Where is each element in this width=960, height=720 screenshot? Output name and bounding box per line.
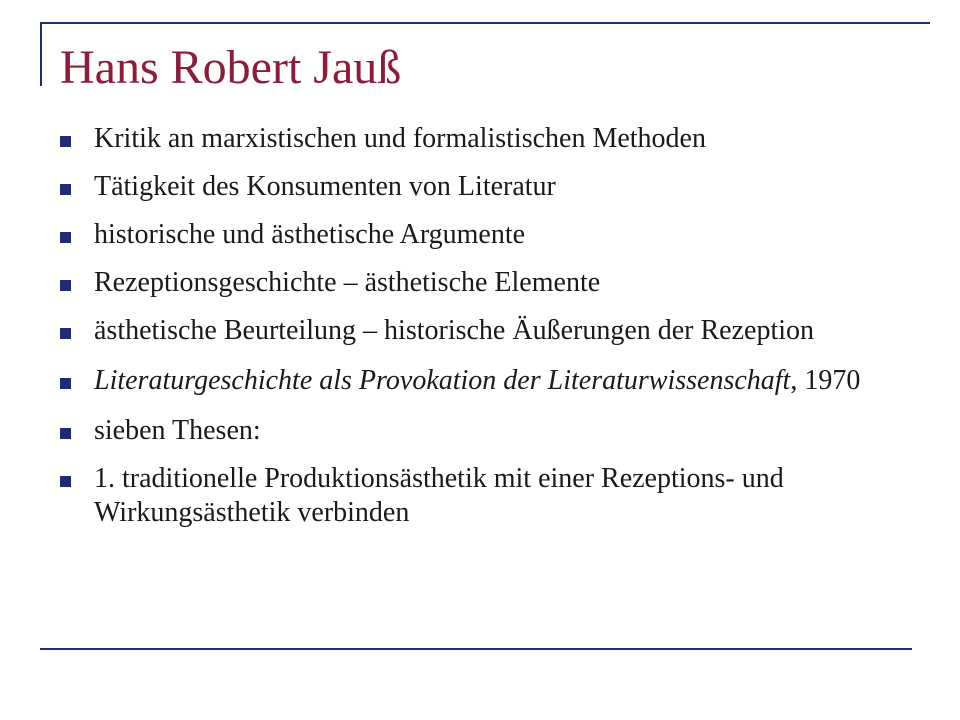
square-bullet-icon (60, 232, 71, 243)
bullet-item (58, 314, 878, 348)
bullet-item (58, 364, 878, 398)
bullet-item (58, 122, 878, 156)
frame-left-rule (40, 22, 42, 86)
square-bullet-icon (60, 428, 71, 439)
square-bullet-icon (60, 280, 71, 291)
bullet-text: Kritik an marxistischen und formalistischen Methoden (94, 123, 706, 154)
bullet-item (58, 218, 878, 252)
square-bullet-icon (60, 184, 71, 195)
bullet-text: 1. traditionelle Produktionsästhetik mit einer Rezeptions- und Wirkungsästhetik verbinden (94, 463, 784, 528)
square-bullet-icon (60, 476, 71, 487)
frame-top-rule (40, 22, 930, 24)
slide-title: Hans Robert Jauß (60, 41, 402, 94)
bullet-text: ästhetische Beurteilung – historische Äußerungen der Rezeption (94, 315, 815, 346)
bullet-item (58, 266, 878, 300)
square-bullet-icon (60, 136, 71, 147)
bullet-item (58, 414, 878, 448)
bullet-text: historische und ästhetische Argumente (94, 219, 526, 250)
bullet-text: Tätigkeit des Konsumenten von Literatur (94, 171, 556, 202)
bullet-text: sieben Thesen: (94, 415, 261, 446)
publication-year: , 1970 (790, 365, 861, 396)
frame-bottom-rule (40, 648, 912, 650)
book-title: Literaturgeschichte als Provokation der Literaturwissenschaft (94, 365, 791, 396)
square-bullet-icon (60, 378, 71, 389)
bullet-list (58, 122, 878, 544)
bullet-item (58, 462, 878, 530)
square-bullet-icon (60, 328, 71, 339)
bullet-text: Rezeptionsgeschichte – ästhetische Elemente (94, 267, 601, 298)
bullet-item (58, 170, 878, 204)
